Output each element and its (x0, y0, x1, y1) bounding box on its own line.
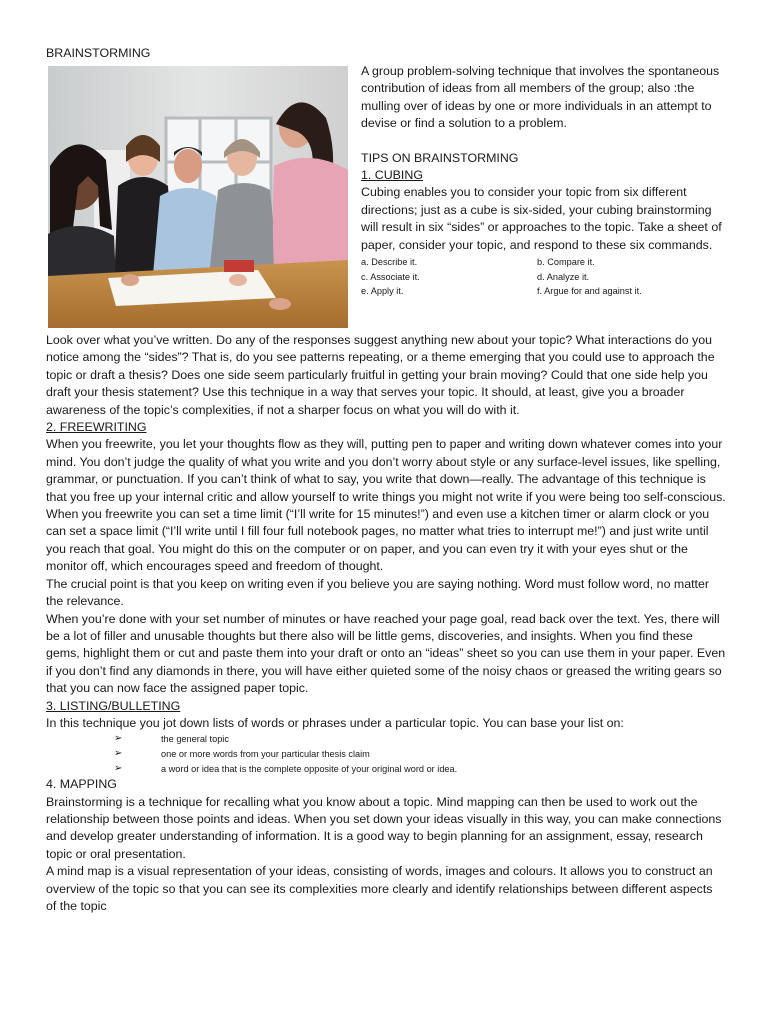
freewriting-heading: 2. FREEWRITING (46, 420, 147, 435)
page-title: BRAINSTORMING (46, 46, 151, 60)
freewriting-paragraph: When you freewrite you can set a time limit (“I’ll write for 15 minutes!”) and even use a kitchen timer or alarm clock or you can set a space limit (“I’ll write until I fill four full notebook pages, no matter what tries to interrupt me!”) and just write until you reach that goal. You might do this on the computer or on paper, and you can even try it with your eyes shut or the monitor off, which encourages speed and freedom of thought. (46, 507, 710, 574)
freewriting-paragraph: When you’re done with your set number of minutes or have reached your page goal, read back over the text. Yes, there will be a lot of filler and unusable thoughts but there also will be little gems, discoveries, and insights. When you find these gems, highlight them or cut and paste them into your draft or onto an “ideas” sheet so you can use them in your paper. Even if you don’t find any diamonds in there, you will have either quieted some of the noisy chaos or greased the writing gears so that you can now face the assigned paper topic. (46, 611, 726, 696)
freewriting-paragraph: When you freewrite, you let your thoughts flow as they will, putting pen to paper and writing down whatever comes into your mind. You don’t judge the quality of what you write and you don’t worry about style or any surface-level issues, like spelling, grammar, or punctuation. If you can’t think of what to say, you write that down—really. The advantage of this technique is that you free up your internal critic and allow yourself to write things you might not write if you were being too self-conscious. (46, 437, 726, 504)
mapping-heading: 4. MAPPING (46, 777, 117, 792)
list-item: ➢ a word or idea that is the complete opposite of your original word or idea. (46, 762, 726, 777)
list-item: ➢ the general topic (46, 732, 726, 747)
intro-section (361, 63, 723, 299)
command-item: d. Analyze it. (537, 271, 590, 282)
brainstorming-photo (48, 66, 348, 328)
cubing-commands (361, 255, 723, 299)
listing-paragraph: In this technique you jot down lists of words or phrases under a particular topic. You can base your list on: (46, 715, 624, 730)
command-item: f. Argue for and against it. (537, 286, 642, 297)
listing-heading: 3. LISTING/BULLETING (46, 698, 181, 713)
tips-heading: TIPS ON BRAINSTORMING (361, 150, 519, 165)
command-item: c. Associate it. (361, 271, 420, 282)
freewriting-paragraph: The crucial point is that you keep on writing even if you believe you are saying nothing. Word must follow word, no matter the relevance. (46, 576, 710, 609)
cubing-paragraph: Cubing enables you to consider your topic from six different directions; just as a cube is six-sided, your cubing brainstorming will result in six “sides” or approaches to the topic. Take a sheet of paper, consider your topic, and respond to these six commands. (361, 185, 722, 252)
arrow-bullet-icon: ➢ (114, 747, 123, 759)
command-item: b. Compare it. (537, 257, 595, 268)
listing-bullets (46, 732, 726, 776)
arrow-bullet-icon: ➢ (114, 733, 123, 745)
mapping-paragraph: A mind map is a visual representation of your ideas, consisting of words, images and colours. It allows you to construct an overview of the topic so that you can see its complexities more clearly and identify relationships between different aspects of the topic (46, 864, 713, 913)
cubing-heading: 1. CUBING (361, 168, 423, 183)
intro-paragraph: A group problem-solving technique that involves the spontaneous contribution of ideas from all members of the group; also :the mulling over of ideas by one or more individuals in an attempt to devise or find a solution to a problem. (361, 64, 720, 131)
command-item: e. Apply it. (361, 286, 404, 297)
list-item: ➢ one or more words from your particular thesis claim (46, 747, 726, 762)
main-body (46, 332, 726, 915)
mapping-paragraph: Brainstorming is a technique for recalling what you know about a topic. Mind mapping can then be used to work out the relationship between those points and ideas. When you set down your ideas visually in this way, you can make connections and develop greater understanding of information. It is a good way to begin planning for an assignment, essay, research topic or oral presentation. (46, 794, 722, 861)
command-item: a. Describe it. (361, 257, 418, 268)
cubing-followup-paragraph: Look over what you’ve written. Do any of the responses suggest anything new about your topic? What interactions do you notice among the “sides”? That is, do you see patterns repeating, or a theme emerging that you could use to approach the topic or draft a thesis? Does one side seem particularly fruitful in getting your brain moving? Could that one side help you draft your thesis statement? Use this technique in a way that serves your topic. It should, at least, give you a broader awareness of the topic’s complexities, if not a sharper focus on what you will do with it. (46, 333, 715, 417)
photo-illustration (48, 66, 348, 328)
arrow-bullet-icon: ➢ (114, 762, 123, 774)
